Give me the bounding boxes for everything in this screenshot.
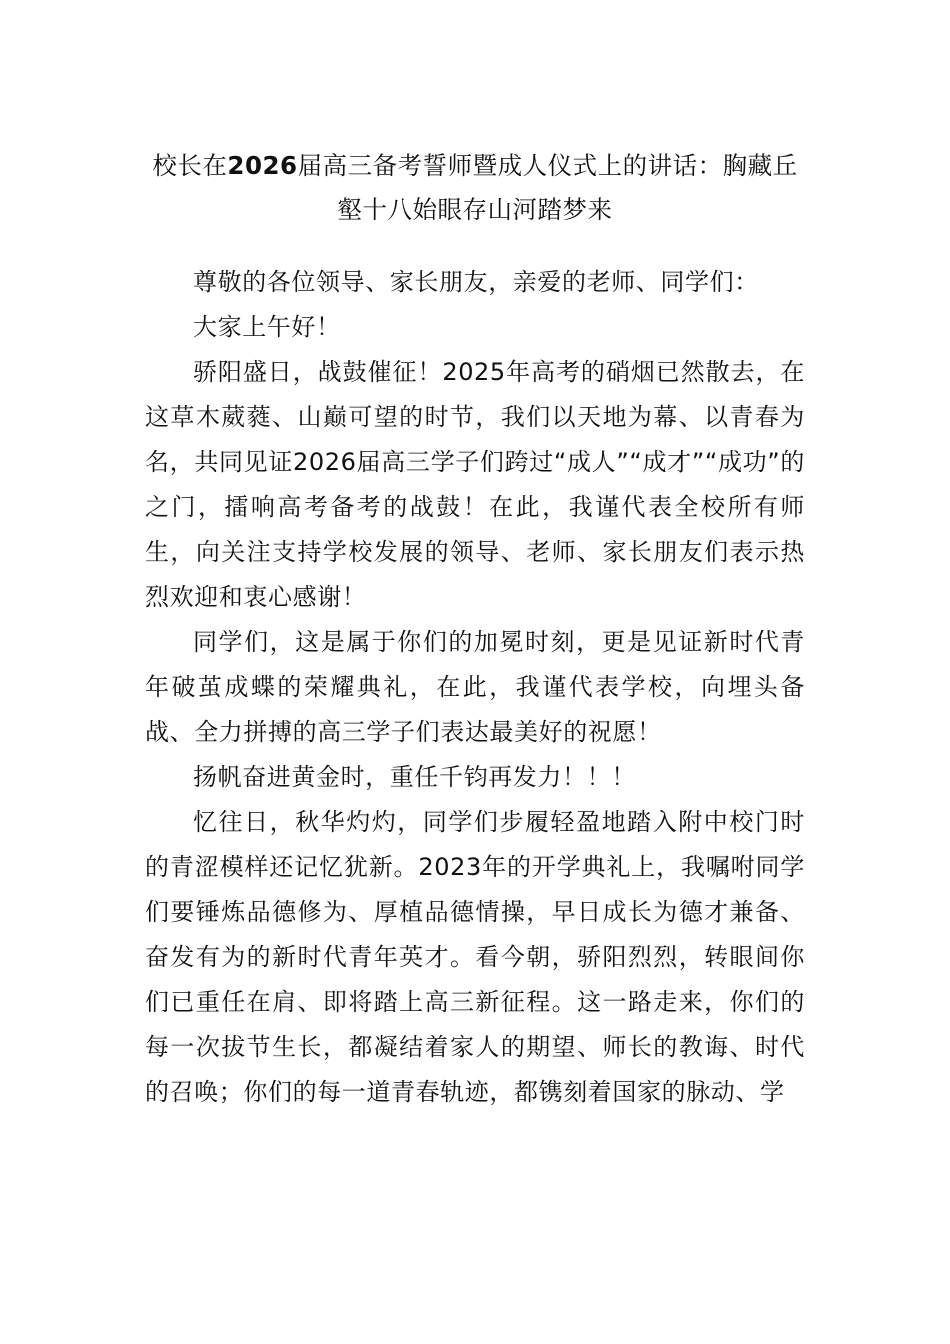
paragraph: 忆往日，秋华灼灼，同学们步履轻盈地踏入附中校门时的青涩模样还记忆犹新。2023年的开学典礼上，我嘱咐同学们要锤炼品德修为、厚植品德情操，早日成长为德才兼备、奋发有为的新时代青年英才。看今朝，骄阳烈烈，转眼间你们已重任在肩、即将踏上高三新征程。这一路走来，你们的每一次拔节生长，都凝结着家人的期望、师长的教诲、时代的召唤；你们的每一道青春轨迹，都镌刻着国家的脉动、学 (145, 808, 805, 1106)
greeting: 大家上午好！ (193, 313, 341, 341)
slogan: 扬帆奋进黄金时，重任千钧再发力！！！ (193, 763, 636, 791)
salutation: 尊敬的各位领导、家长朋友，亲爱的老师、同学们： (193, 268, 759, 296)
title-suffix: 届高三备考誓师暨成人仪式上的讲话：胸藏丘壑十八始眼存山河踏梦来 (297, 151, 798, 224)
document-title (145, 144, 805, 232)
title-prefix: 校长在 (152, 151, 228, 180)
title-year: 2026 (227, 151, 298, 180)
paragraph: 同学们，这是属于你们的加冕时刻，更是见证新时代青年破茧成蝶的荣耀典礼，在此，我谨代表学校，向埋头备战、全力拼搏的高三学子们表达最美好的祝愿！ (145, 628, 805, 746)
document-body (145, 260, 805, 1115)
paragraph: 骄阳盛日，战鼓催征！2025年高考的硝烟已然散去，在这草木葳蕤、山巅可望的时节，我们以天地为幕、以青春为名，共同见证2026届高三学子们跨过“成人”“成才”“成功”的之门，擂响高考备考的战鼓！在此，我谨代表全校所有师生，向关注支持学校发展的领导、老师、家长朋友们表示热烈欢迎和衷心感谢！ (145, 358, 805, 611)
